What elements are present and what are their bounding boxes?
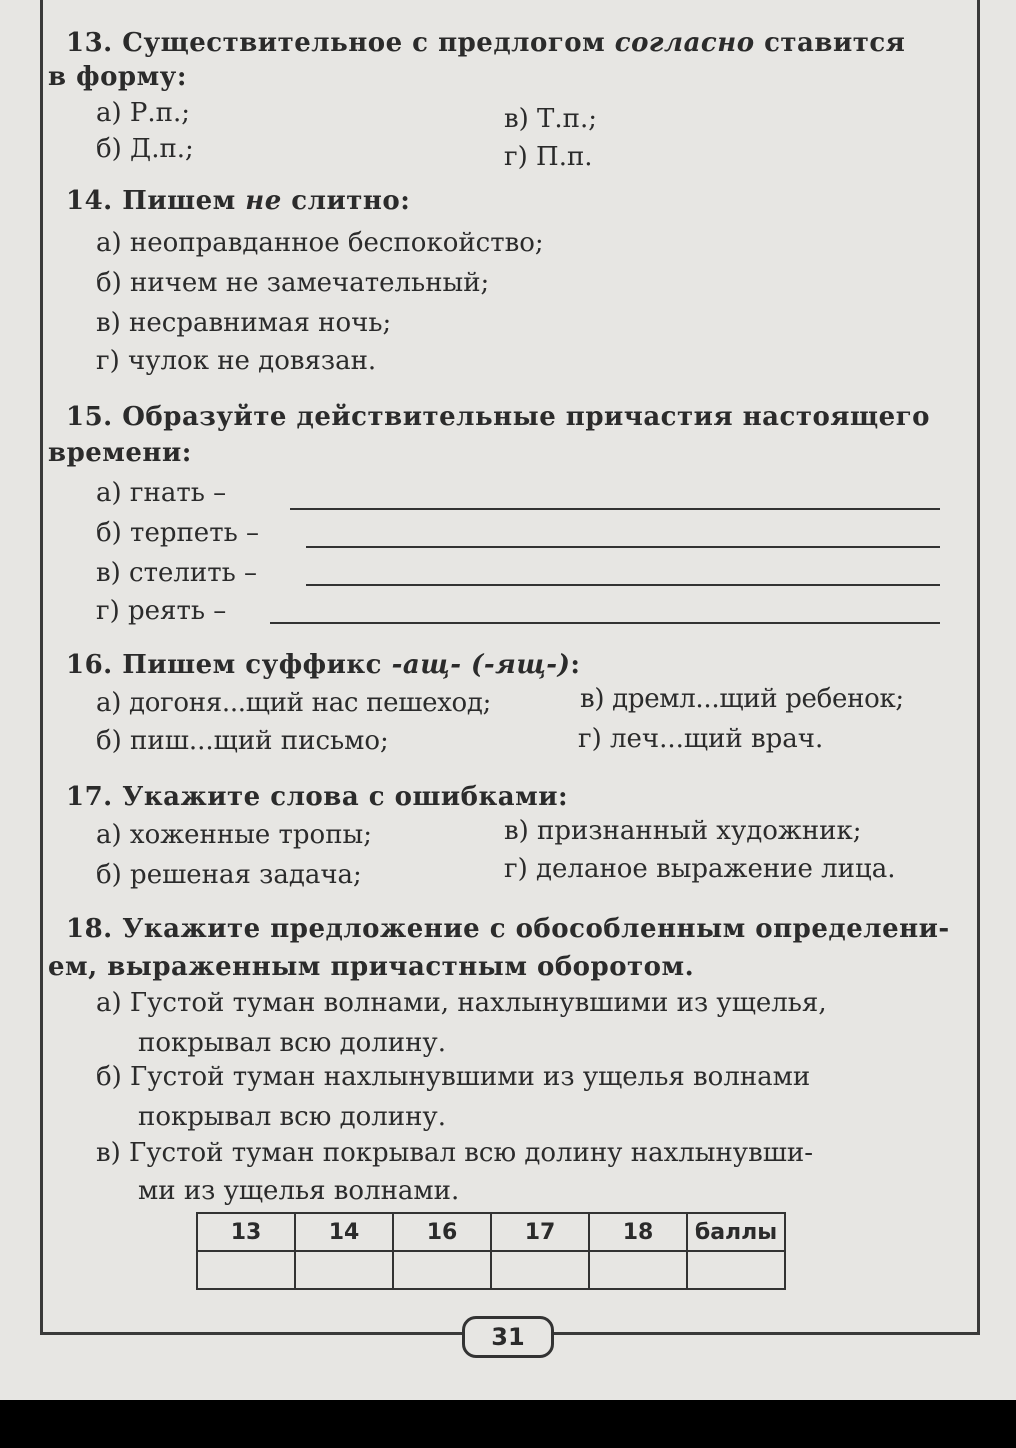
score-table-header-row <box>197 1213 785 1251</box>
answer-line-b[interactable] <box>306 546 940 548</box>
score-cell-16[interactable] <box>393 1251 491 1289</box>
q15-option-g: г) реять – <box>96 596 227 626</box>
q18-option-b-line1: б) Густой туман нахлынувшими из ущелья волнами <box>96 1062 811 1092</box>
q13-option-v: в) Т.п.; <box>504 104 598 134</box>
score-cell-14[interactable] <box>295 1251 393 1289</box>
q16-title-text: 16. Пишем суффикс <box>66 650 392 680</box>
q13-title-emphasis: согласно <box>614 28 755 58</box>
q18-option-b-line2: покрывал всю долину. <box>138 1102 446 1132</box>
q16-title-emphasis: -ащ- (-ящ-) <box>391 650 571 680</box>
q16-option-b: б) пиш...щий письмо; <box>96 726 389 756</box>
q15-option-v: в) стелить – <box>96 558 258 588</box>
q16-title <box>66 646 581 684</box>
q14-title-text: 14. Пишем <box>66 186 246 216</box>
q17-option-b: б) решеная задача; <box>96 860 362 890</box>
q14-option-a: а) неоправданное беспокойство; <box>96 228 544 258</box>
q15-title: 15. Образуйте действительные причастия настоящего <box>66 402 930 432</box>
q15-title-cont: времени: <box>48 438 192 468</box>
score-header-points: баллы <box>687 1213 785 1251</box>
q14-option-v: в) несравнимая ночь; <box>96 308 392 338</box>
score-cell-17[interactable] <box>491 1251 589 1289</box>
q16-title-end: : <box>570 650 581 680</box>
q13-title-end: ставится <box>754 28 906 58</box>
score-header-17: 17 <box>491 1213 589 1251</box>
q14-title <box>66 182 410 220</box>
q17-option-a: а) хоженные тропы; <box>96 820 372 850</box>
q13-title-text: 13. Существительное с предлогом <box>66 28 615 58</box>
score-cell-18[interactable] <box>589 1251 687 1289</box>
q18-title-cont: ем, выраженным причастным оборотом. <box>48 952 695 982</box>
q16-option-a: а) догоня...щий нас пешеход; <box>96 688 492 718</box>
answer-line-v[interactable] <box>306 584 940 586</box>
q13-option-g: г) П.п. <box>504 142 593 172</box>
score-header-13: 13 <box>197 1213 295 1251</box>
q18-option-v-line1: в) Густой туман покрывал всю долину нахлынувши- <box>96 1138 813 1168</box>
score-table-answer-row <box>197 1251 785 1289</box>
q18-option-v-line2: ми из ущелья волнами. <box>138 1176 460 1206</box>
page-number: 31 <box>462 1316 554 1358</box>
q18-option-a-line2: покрывал всю долину. <box>138 1028 446 1058</box>
score-header-16: 16 <box>393 1213 491 1251</box>
q13-title-cont: в форму: <box>48 62 187 92</box>
score-cell-13[interactable] <box>197 1251 295 1289</box>
q17-option-g: г) деланое выражение лица. <box>504 854 896 884</box>
q16-option-v: в) дремл...щий ребенок; <box>580 684 904 714</box>
q18-title: 18. Укажите предложение с обособленным определени- <box>66 914 950 944</box>
score-header-14: 14 <box>295 1213 393 1251</box>
q16-option-g: г) леч...щий врач. <box>578 724 824 754</box>
q13-option-b: б) Д.п.; <box>96 134 194 164</box>
q14-title-emphasis: не <box>245 186 282 216</box>
answer-line-g[interactable] <box>270 622 940 624</box>
q14-option-g: г) чулок не довязан. <box>96 346 377 376</box>
q13-option-a: а) Р.п.; <box>96 98 191 128</box>
score-header-18: 18 <box>589 1213 687 1251</box>
q15-option-b: б) терпеть – <box>96 518 259 548</box>
q17-title: 17. Укажите слова с ошибками: <box>66 782 569 812</box>
q14-title-end: слитно: <box>281 186 411 216</box>
q15-option-a: а) гнать – <box>96 478 227 508</box>
q18-option-a-line1: а) Густой туман волнами, нахлынувшими из ущелья, <box>96 988 827 1018</box>
q14-option-b: б) ничем не замечательный; <box>96 268 490 298</box>
q17-option-v: в) признанный художник; <box>504 816 862 846</box>
score-table <box>196 1212 786 1290</box>
q13-title <box>66 24 905 62</box>
answer-line-a[interactable] <box>290 508 940 510</box>
score-cell-points[interactable] <box>687 1251 785 1289</box>
